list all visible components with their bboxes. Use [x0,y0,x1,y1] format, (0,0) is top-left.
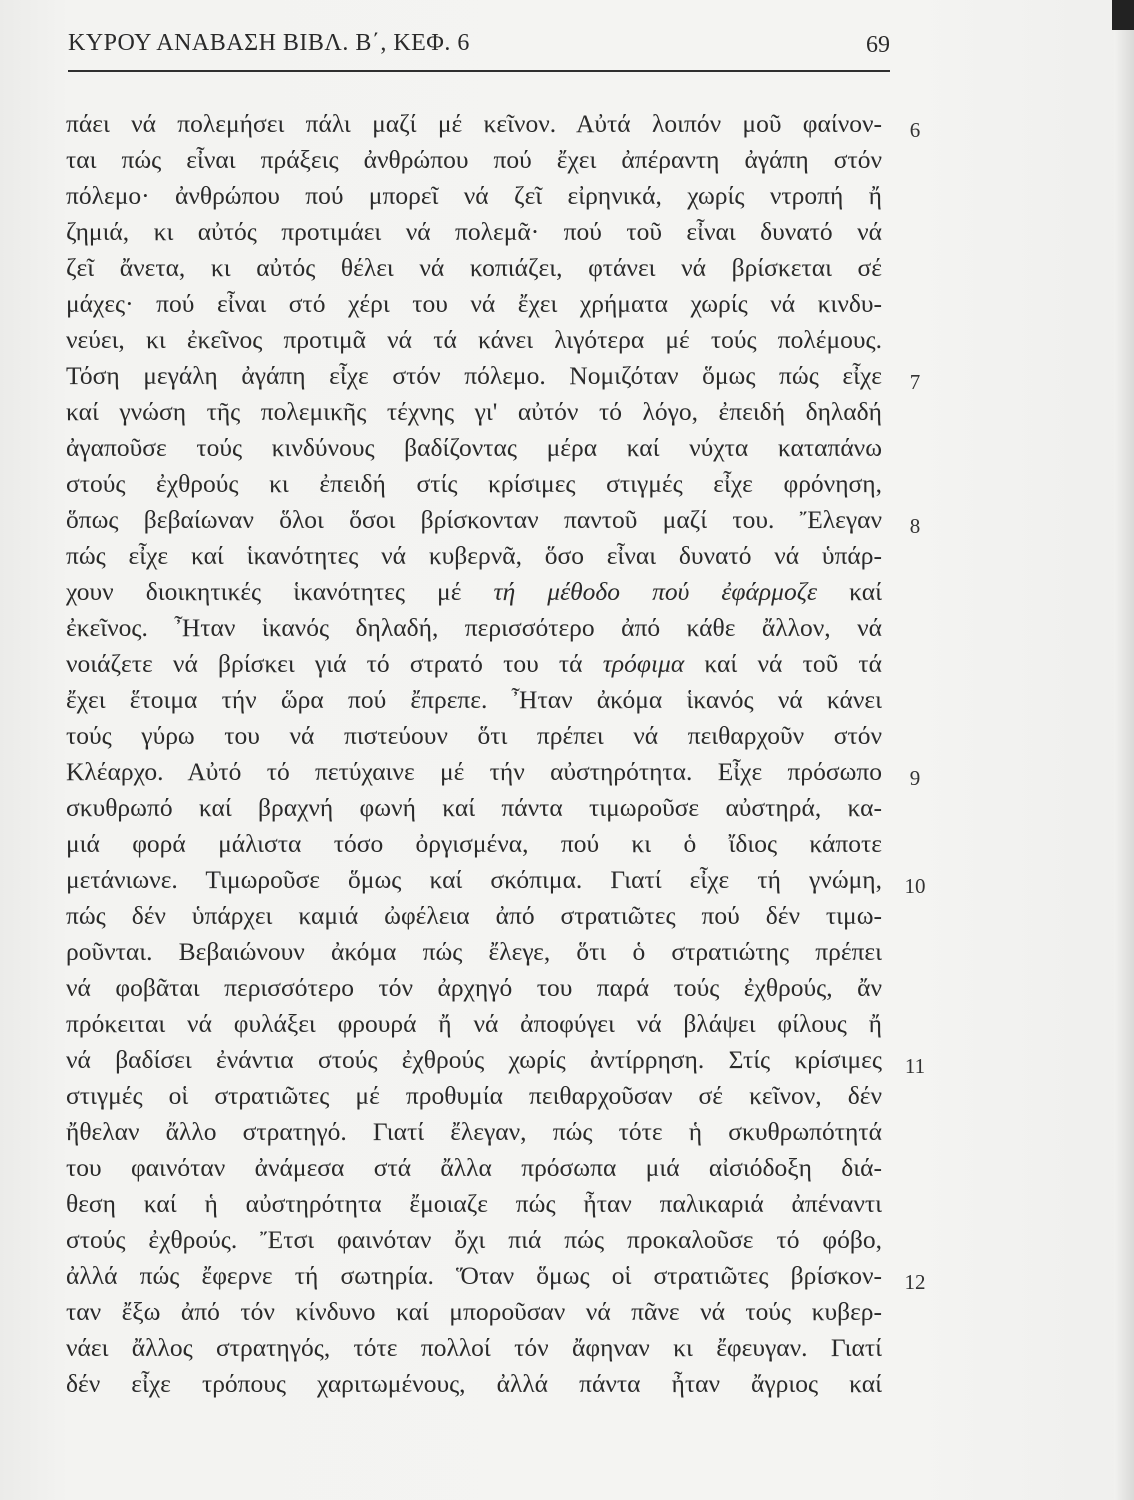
text-segment: καί γνώση τῆς πολεμικῆς τέχνης γι' αὐτόν τό λόγο, ἐπειδή δηλαδή [66,397,882,426]
text-segment: ζεῖ ἄνετα, κι αὐτός θέλει νά κοπιάζει, φτάνει νά βρίσκεται σέ [66,253,882,282]
text-line [66,682,882,718]
text-segment: ὅπως βεβαίωναν ὅλοι ὅσοι βρίσκονταν παντοῦ μαζί του. Ἔλεγαν [66,505,882,534]
text-line [66,1186,882,1222]
text-segment: ἤθελαν ἄλλο στρατηγό. Γιατί ἔλεγαν, πώς τότε ἡ σκυθρωπότητά [66,1117,882,1146]
text-line [66,970,882,1006]
text-segment: ἔχει ἕτοιμα τήν ὥρα πού ἔπρεπε. Ἦταν ἀκόμα ἱκανός νά κάνει [66,685,882,714]
text-line [66,610,882,646]
text-line [66,466,882,502]
text-segment: ἀλλά πώς ἔφερνε τή σωτηρία. Ὅταν ὅμως οἱ στρατιῶτες βρίσκον- [66,1261,882,1290]
text-segment: μετάνιωνε. Τιμωροῦσε ὅμως καί σκόπιμα. Γιατί εἶχε τή γνώμη, [66,865,882,894]
text-segment: Κλέαρχο. Αὐτό τό πετύχαινε μέ τήν αὐστηρότητα. Εἶχε πρόσωπο [66,757,882,786]
text-line [66,1258,882,1294]
text-line [66,1078,882,1114]
text-segment: νοιάζετε νά βρίσκει γιά τό στρατό του τά [66,649,603,678]
italic-text-segment: τή μέθοδο πού ἐφάρμοζε [493,577,818,606]
text-segment: πώς δέν ὑπάρχει καμιά ὠφέλεια ἀπό στρατιῶτες πού δέν τιμω- [66,901,882,930]
text-segment: Τόση μεγάλη ἀγάπη εἶχε στόν πόλεμο. Νομιζόταν ὅμως πώς εἶχε [66,361,882,390]
text-segment: καί νά τοῦ τά [684,649,882,678]
text-segment: ροῦνται. Βεβαιώνουν ἀκόμα πώς ἔλεγε, ὅτι ὁ στρατιώτης πρέπει [66,937,882,966]
section-number: 9 [909,766,921,790]
page-number: 69 [866,32,890,58]
text-line [66,790,882,826]
text-line [66,1294,882,1330]
text-segment: ἀγαποῦσε τούς κινδύνους βαδίζοντας μέρα καί νύχτα καταπάνω [66,433,882,462]
text-line [66,1114,882,1150]
text-segment: πάει νά πολεμήσει πάλι μαζί μέ κεῖνον. Αὐτά λοιπόν μοῦ φαίνον- [66,109,882,138]
text-line [66,106,882,142]
text-segment: νά βαδίσει ἐνάντια στούς ἐχθρούς χωρίς ἀντίρρηση. Στίς κρίσιμες [66,1045,882,1074]
text-line [66,286,882,322]
text-line [66,214,882,250]
text-line [66,358,882,394]
text-segment: νά φοβᾶται περισσότερο τόν ἀρχηγό του παρά τούς ἐχθρούς, ἄν [66,973,882,1002]
text-line [66,1006,882,1042]
text-line [66,934,882,970]
text-segment: καί [817,577,882,606]
text-line [66,1222,882,1258]
text-segment: ζημιά, κι αὐτός προτιμάει νά πολεμᾶ· πού τοῦ εἶναι δυνατό νά [66,217,882,246]
section-number: 6 [909,118,921,142]
text-segment: του φαινόταν ἀνάμεσα στά ἄλλα πρόσωπα μιά αἰσιόδοξη διά- [66,1153,882,1182]
header-rule [68,70,890,72]
text-line [66,1150,882,1186]
text-line [66,502,882,538]
text-segment: χουν διοικητικές ἱκανότητες μέ [66,577,494,606]
text-line [66,898,882,934]
section-number: 11 [904,1054,926,1078]
text-segment: νεύει, κι ἐκεῖνος προτιμᾶ νά τά κάνει λιγότερα μέ τούς πολέμους. [66,325,882,354]
text-line [66,178,882,214]
text-segment: μιά φορά μάλιστα τόσο ὀργισμένα, πού κι ὁ ἴδιος κάποτε [66,829,882,858]
section-number: 7 [909,370,921,394]
text-line [66,142,882,178]
text-line [66,574,882,610]
page-header [68,30,890,74]
italic-text-segment: τρόφιμα [602,649,685,678]
section-number: 10 [904,874,926,898]
text-line [66,322,882,358]
body-text [66,106,882,1402]
text-segment: δέν εἶχε τρόπους χαριτωμένους, ἀλλά πάντα ἦταν ἄγριος καί [66,1369,882,1398]
text-line [66,754,882,790]
section-number: 8 [909,514,921,538]
text-line [66,1366,882,1402]
text-line [66,718,882,754]
text-segment: τούς γύρω του νά πιστεύουν ὅτι πρέπει νά πειθαρχοῦν στόν [66,721,882,750]
text-line [66,826,882,862]
text-segment: ἐκεῖνος. Ἦταν ἱκανός δηλαδή, περισσότερο ἀπό κάθε ἄλλον, νά [66,613,882,642]
section-number: 12 [904,1270,926,1294]
text-line [66,1330,882,1366]
text-segment: σκυθρωπό καί βραχνή φωνή καί πάντα τιμωροῦσε αὐστηρά, κα- [66,793,882,822]
running-head: ΚΥΡΟΥ ΑΝΑΒΑΣΗ ΒΙΒΛ. Β΄, ΚΕΦ. 6 [68,30,470,56]
text-segment: θεση καί ἡ αὐστηρότητα ἔμοιαζε πώς ἦταν παλικαριά ἀπέναντι [66,1189,882,1218]
page-edge [1114,0,1134,1500]
page-edge-mark [1112,0,1134,30]
text-segment: ται πώς εἶναι πράξεις ἀνθρώπου πού ἔχει ἀπέραντη ἀγάπη στόν [66,145,882,174]
text-segment: πώς εἶχε καί ἱκανότητες νά κυβερνᾶ, ὅσο εἶναι δυνατό νά ὑπάρ- [66,541,882,570]
text-line [66,1042,882,1078]
text-segment: στούς ἐχθρούς κι ἐπειδή στίς κρίσιμες στιγμές εἶχε φρόνηση, [66,469,882,498]
text-line [66,862,882,898]
text-segment: ταν ἔξω ἀπό τόν κίνδυνο καί μποροῦσαν νά πᾶνε νά τούς κυβερ- [66,1297,882,1326]
text-segment: πόλεμο· ἀνθρώπου πού μπορεῖ νά ζεῖ εἰρηνικά, χωρίς ντροπή ἤ [66,181,882,210]
text-segment: μάχες· πού εἶναι στό χέρι του νά ἔχει χρήματα χωρίς νά κινδυ- [66,289,882,318]
text-segment: πρόκειται νά φυλάξει φρουρά ἤ νά ἀποφύγει νά βλάψει φίλους ἤ [66,1009,882,1038]
text-line [66,430,882,466]
text-line [66,394,882,430]
text-line [66,250,882,286]
text-line [66,646,882,682]
text-segment: στιγμές οἱ στρατιῶτες μέ προθυμία πειθαρχοῦσαν σέ κεῖνον, δέν [66,1081,882,1110]
text-segment: νάει ἄλλος στρατηγός, τότε πολλοί τόν ἄφηναν κι ἔφευγαν. Γιατί [66,1333,882,1362]
text-line [66,538,882,574]
text-segment: στούς ἐχθρούς. Ἔτσι φαινόταν ὄχι πιά πώς προκαλοῦσε τό φόβο, [66,1225,882,1254]
